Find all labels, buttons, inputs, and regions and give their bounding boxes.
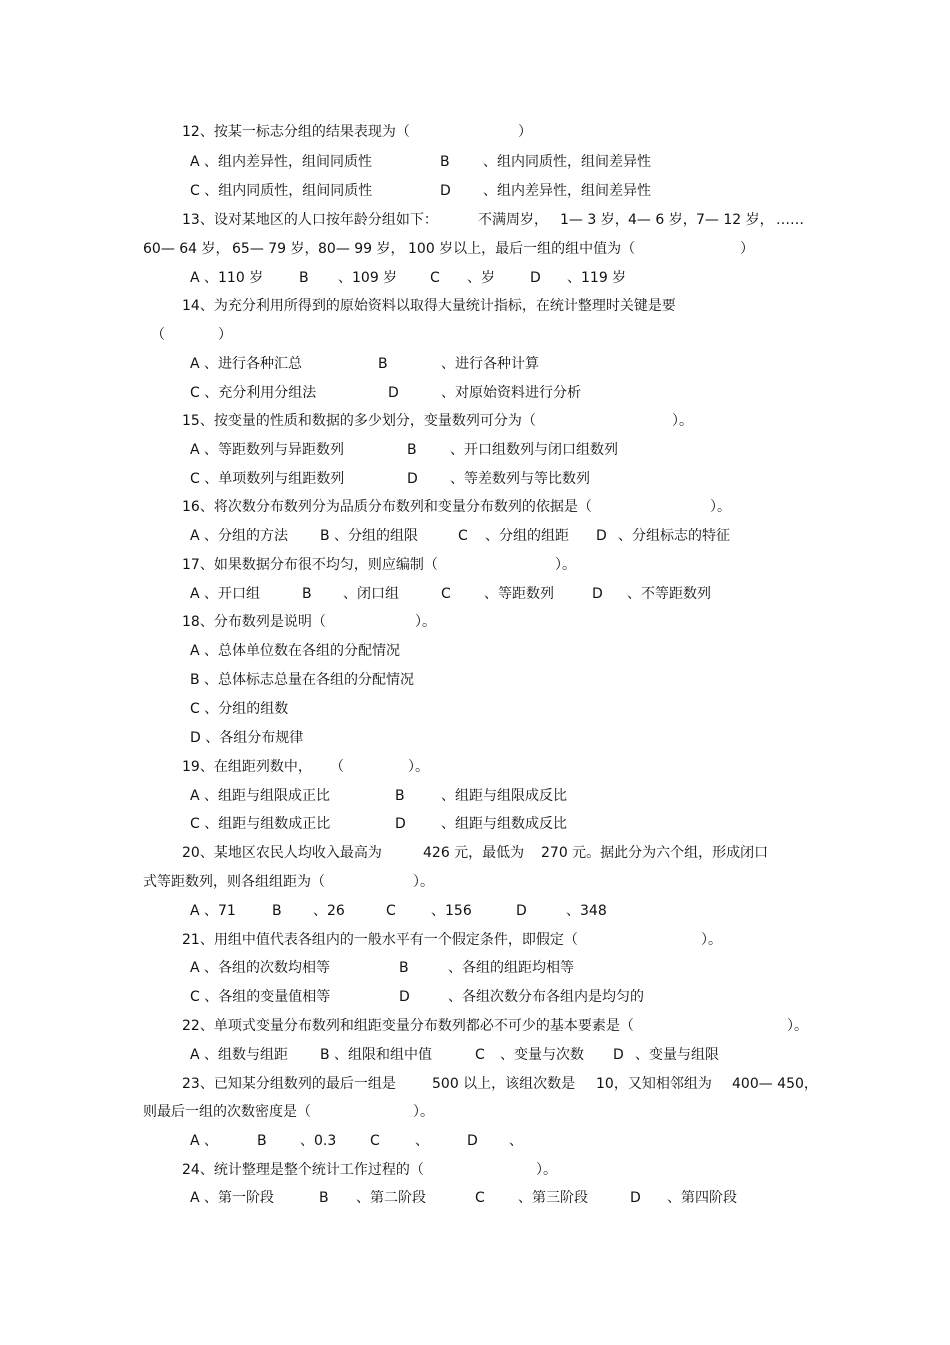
text-segment: 12、按某一标志分组的结果表现为（ bbox=[182, 124, 410, 140]
text-segment: A 、组数与组距 bbox=[190, 1047, 289, 1063]
text-segment: 、 bbox=[509, 1133, 523, 1149]
text-segment: 18、分布数列是说明（ bbox=[182, 614, 326, 630]
text-segment: C bbox=[441, 586, 451, 602]
text-segment: 、等差数列与等比数列 bbox=[450, 471, 590, 487]
text-segment: 80— 99 岁， bbox=[318, 241, 405, 257]
text-segment: 4— 6 岁， bbox=[628, 212, 697, 228]
text-segment: C 、分组的组数 bbox=[190, 701, 289, 717]
text-segment: 23、已知某分组数列的最后一组是 bbox=[182, 1076, 396, 1092]
text-segment: 、0.3 bbox=[300, 1133, 337, 1149]
text-segment: …… bbox=[776, 212, 804, 228]
text-segment: C bbox=[430, 270, 440, 286]
text-segment: C bbox=[475, 1047, 485, 1063]
text-segment: C bbox=[475, 1190, 485, 1206]
text-segment: A 、组内差异性，组间同质性 bbox=[190, 154, 373, 170]
text-segment: 13、设对某地区的人口按年龄分组如下： bbox=[182, 212, 438, 228]
text-segment: D bbox=[388, 385, 399, 401]
text-segment: 21、用组中值代表各组内的一般水平有一个假定条件，即假定（ bbox=[182, 932, 578, 948]
text-segment: B bbox=[395, 788, 405, 804]
text-segment: C 、充分利用分组法 bbox=[190, 385, 317, 401]
text-segment: D bbox=[596, 528, 607, 544]
text-segment: 、各组次数分布各组内是均匀的 bbox=[448, 989, 644, 1005]
text-segment: 、组内差异性，组间差异性 bbox=[483, 183, 651, 199]
text-segment: C 、组距与组数成正比 bbox=[190, 816, 331, 832]
text-segment: 500 以上，该组次数是 bbox=[432, 1076, 576, 1092]
text-segment: ） bbox=[740, 241, 754, 257]
text-segment: 则最后一组的次数密度是（ bbox=[143, 1104, 311, 1120]
text-segment: 、156 bbox=[431, 903, 472, 919]
text-segment: C 、各组的变量值相等 bbox=[190, 989, 331, 1005]
text-segment: 、进行各种计算 bbox=[441, 356, 539, 372]
text-segment: 不满周岁， bbox=[478, 212, 548, 228]
text-segment: B 、分组的组限 bbox=[320, 528, 419, 544]
text-segment: 、闭口组 bbox=[343, 586, 399, 602]
text-segment: B bbox=[440, 154, 450, 170]
text-segment: A 、110 岁 bbox=[190, 270, 264, 286]
text-segment: 、26 bbox=[313, 903, 345, 919]
text-segment: 、组距与组限成反比 bbox=[441, 788, 567, 804]
text-segment: ）。 bbox=[710, 499, 731, 515]
text-segment: A 、进行各种汇总 bbox=[190, 356, 303, 372]
text-segment: 、 bbox=[415, 1133, 429, 1149]
text-segment: B 、总体标志总量在各组的分配情况 bbox=[190, 672, 415, 688]
text-segment: ）。 bbox=[536, 1162, 557, 1178]
text-segment: C bbox=[370, 1133, 380, 1149]
text-segment: 、对原始资料进行分析 bbox=[441, 385, 581, 401]
text-segment: 、组内同质性，组间差异性 bbox=[483, 154, 651, 170]
text-segment: 65— 79 岁， bbox=[232, 241, 319, 257]
text-segment: ）。 bbox=[415, 614, 436, 630]
text-segment: D bbox=[530, 270, 541, 286]
text-segment: C bbox=[458, 528, 468, 544]
text-segment: 、变量与组限 bbox=[635, 1047, 719, 1063]
text-segment: ）。 bbox=[787, 1018, 808, 1034]
text-segment: 、岁 bbox=[467, 270, 495, 286]
text-segment: B bbox=[319, 1190, 329, 1206]
text-segment: D bbox=[395, 816, 406, 832]
text-segment: A 、等距数列与异距数列 bbox=[190, 442, 345, 458]
text-segment: 22、单项式变量分布数列和组距变量分布数列都必不可少的基本要素是（ bbox=[182, 1018, 634, 1034]
text-segment: 1— 3 岁， bbox=[560, 212, 629, 228]
text-segment: 、第四阶段 bbox=[667, 1190, 737, 1206]
text-segment: 400— 450， bbox=[732, 1076, 818, 1092]
text-segment: D bbox=[407, 471, 418, 487]
text-segment: 14、为充分利用所得到的原始资料以取得大量统计指标，在统计整理时关键是要 bbox=[182, 298, 676, 314]
text-segment: 7— 12 岁， bbox=[696, 212, 774, 228]
text-segment: 、分组的组距 bbox=[485, 528, 569, 544]
text-segment: 、不等距数列 bbox=[627, 586, 711, 602]
text-segment: （ bbox=[330, 759, 344, 775]
text-segment: B bbox=[407, 442, 417, 458]
text-segment: C bbox=[386, 903, 396, 919]
text-segment: 、109 岁 bbox=[338, 270, 398, 286]
text-segment: ）。 bbox=[413, 874, 434, 890]
text-segment: 、开口组数列与闭口组数列 bbox=[450, 442, 618, 458]
text-segment: D bbox=[613, 1047, 624, 1063]
text-segment: 24、统计整理是整个统计工作过程的（ bbox=[182, 1162, 424, 1178]
text-segment: 、119 岁 bbox=[567, 270, 627, 286]
text-segment: 、等距数列 bbox=[484, 586, 554, 602]
text-segment: 60— 64 岁， bbox=[143, 241, 230, 257]
text-segment: D bbox=[630, 1190, 641, 1206]
text-segment: ）。 bbox=[408, 759, 429, 775]
text-segment: ） bbox=[218, 327, 232, 343]
text-segment: A 、组距与组限成正比 bbox=[190, 788, 331, 804]
text-segment: 10，又知相邻组为 bbox=[596, 1076, 712, 1092]
text-segment: 426 元，最低为 bbox=[423, 845, 525, 861]
text-segment: ）。 bbox=[555, 557, 576, 573]
text-segment: 270 元。据此分为六个组，形成闭口 bbox=[541, 845, 769, 861]
text-segment: B bbox=[302, 586, 312, 602]
text-segment: A 、各组的次数均相等 bbox=[190, 960, 331, 976]
text-segment: D bbox=[516, 903, 527, 919]
text-segment: 、变量与次数 bbox=[500, 1047, 584, 1063]
text-segment: B bbox=[257, 1133, 267, 1149]
text-segment: C 、组内同质性，组间同质性 bbox=[190, 183, 373, 199]
text-segment: B bbox=[272, 903, 282, 919]
text-segment: ）。 bbox=[672, 413, 693, 429]
text-segment: （ bbox=[151, 327, 165, 343]
text-segment: A 、第一阶段 bbox=[190, 1190, 275, 1206]
text-segment: A 、 bbox=[190, 1133, 219, 1149]
text-segment: A 、分组的方法 bbox=[190, 528, 289, 544]
text-segment: D 、各组分布规律 bbox=[190, 730, 304, 746]
text-segment: D bbox=[399, 989, 410, 1005]
text-segment: 17、如果数据分布很不均匀，则应编制（ bbox=[182, 557, 438, 573]
text-segment: 16、将次数分布数列分为品质分布数列和变量分布数列的依据是（ bbox=[182, 499, 592, 515]
text-segment: A 、开口组 bbox=[190, 586, 261, 602]
text-segment: B bbox=[299, 270, 309, 286]
text-segment: 、348 bbox=[566, 903, 607, 919]
text-segment: 19、在组距列数中， bbox=[182, 759, 312, 775]
text-segment: ） bbox=[518, 124, 532, 140]
text-segment: 100 岁以上，最后一组的组中值为（ bbox=[408, 241, 636, 257]
text-segment: A 、71 bbox=[190, 903, 236, 919]
text-segment: B 、组限和组中值 bbox=[320, 1047, 433, 1063]
text-segment: ）。 bbox=[701, 932, 722, 948]
text-segment: 20、某地区农民人均收入最高为 bbox=[182, 845, 382, 861]
text-segment: 、各组的组距均相等 bbox=[448, 960, 574, 976]
text-segment: A 、总体单位数在各组的分配情况 bbox=[190, 643, 401, 659]
text-segment: D bbox=[467, 1133, 478, 1149]
text-segment: 、第二阶段 bbox=[356, 1190, 426, 1206]
text-segment: ）。 bbox=[413, 1104, 434, 1120]
text-segment: 、第三阶段 bbox=[518, 1190, 588, 1206]
text-segment: 、组距与组数成反比 bbox=[441, 816, 567, 832]
text-segment: C 、单项数列与组距数列 bbox=[190, 471, 345, 487]
text-segment: B bbox=[399, 960, 409, 976]
text-segment: 15、按变量的性质和数据的多少划分，变量数列可分为（ bbox=[182, 413, 536, 429]
text-segment: D bbox=[592, 586, 603, 602]
text-segment: B bbox=[378, 356, 388, 372]
text-segment: 式等距数列，则各组组距为（ bbox=[143, 874, 325, 890]
text-segment: 、分组标志的特征 bbox=[618, 528, 730, 544]
text-segment: D bbox=[440, 183, 451, 199]
